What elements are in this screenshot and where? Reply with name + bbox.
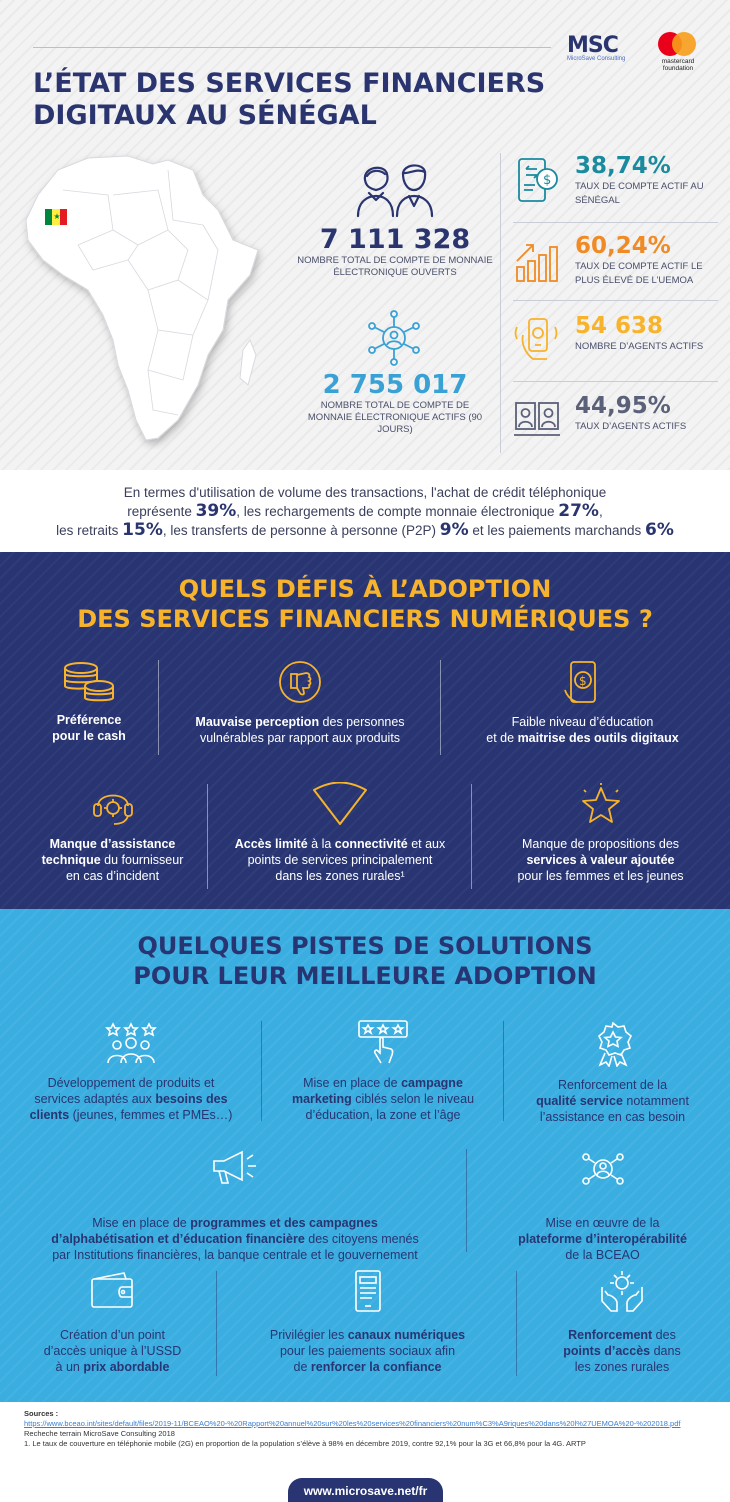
coins-stack-icon (61, 660, 117, 702)
solution-service-quality: Renforcement de la qualité service notamment l’assistance en cas besoin (510, 1021, 715, 1125)
title-line-2: DIGITAUX AU SÉNÉGAL (33, 100, 377, 131)
solution-access-points: Renforcement des points d’accès dans les zones rurales (522, 1269, 722, 1375)
wifi-signal-icon (312, 782, 368, 826)
total-accounts-value: 7 111 328 (319, 224, 471, 255)
column-divider (466, 1149, 467, 1252)
star-icon (578, 782, 624, 826)
stats-divider (500, 153, 501, 453)
column-divider (158, 660, 159, 755)
africa-map (18, 150, 268, 450)
website-link[interactable]: www.microsave.net/fr (288, 1478, 443, 1502)
kpi-label: TAUX DE COMPTE ACTIF LE PLUS ÉLEVÉ DE L’UEMOA (575, 261, 703, 286)
column-divider (471, 784, 472, 889)
kpi-label: TAUX DE COMPTE ACTIF AU SÉNÉGAL (575, 181, 704, 206)
mastercard-foundation-logo: mastercard foundation (654, 32, 702, 82)
kpi-value: 54 638 (575, 313, 664, 339)
mobile-money-icon (513, 155, 561, 203)
active-accounts-value: 2 755 017 (322, 370, 468, 400)
phone-hand-icon (513, 315, 561, 363)
challenge-technical-support: Manque d’assistance technique du fournisseur en cas d’incident (20, 782, 205, 884)
challenge-connectivity: Accès limité à la connectivité et aux points de services principalement dans les zones rurales¹ (215, 782, 465, 884)
challenge-cash-preference: Préférence pour le cash (20, 660, 158, 744)
agents-icon (513, 395, 561, 443)
kpi-active-agents (513, 313, 718, 388)
pct-p2p: 9% (439, 520, 469, 540)
kpi-value: 38,74% (575, 153, 671, 179)
header-divider (33, 47, 551, 48)
sources-footer (0, 1402, 730, 1502)
challenges-title: QUELS DÉFIS À L’ADOPTION DES SERVICES FINANCIERS NUMÉRIQUES ? (77, 575, 653, 633)
kpi-label: NOMBRE D’AGENTS ACTIFS (575, 341, 704, 352)
challenge-low-education: $ Faible niveau d’éducation et de maitrise des outils digitaux (450, 660, 715, 746)
solutions-section (0, 909, 730, 1402)
active-accounts-label: NOMBRE TOTAL DE COMPTE DE MONNAIE ÉLECTRONIQUE ACTIFS (90 JOURS) (307, 400, 483, 435)
summary-section (0, 0, 730, 470)
kpi-value: 60,24% (575, 233, 671, 259)
column-divider (261, 1021, 262, 1121)
msc-logo: MSC MicroSave Consulting (567, 33, 626, 62)
total-accounts-label: NOMBRE TOTAL DE COMPTE DE MONNAIE ÉLECTRONIQUE OUVERTS (297, 255, 493, 278)
wallet-icon (90, 1271, 136, 1309)
sources-label: Sources : (24, 1409, 59, 1418)
support-headset-icon (90, 782, 136, 826)
usage-paragraph: En termes d'utilisation de volume des transactions, l'achat de crédit téléphonique représente 39%, les rechargements de compte monnaie électronique 27%, les retraits 15%, les transferts de personne à personne (P2P) 9% et les paiements marchands 6% (56, 485, 674, 540)
hands-network-icon (599, 1269, 645, 1313)
source-line: Recheche terrain MicroSave Consulting 2018 (24, 1429, 175, 1438)
svg-text:$: $ (578, 674, 587, 688)
growth-chart-icon (513, 235, 561, 283)
column-divider (440, 660, 441, 755)
customers-rating-icon (103, 1021, 159, 1065)
source-link[interactable]: https://www.bceao.int/sites/default/files/2019-11/BCEAO%20-%20Rapport%20annuel%20sur%20les%20services%20financiers%20num%C3%A9riques%20dans%20l%27UEMOA%20-%202018.pdf (24, 1419, 681, 1428)
kpi-divider (513, 300, 718, 301)
award-badge-icon (591, 1021, 635, 1067)
pct-credit: 39% (195, 501, 237, 521)
page-title (33, 68, 553, 132)
svg-text:$: $ (543, 173, 552, 188)
active-accounts-stat (300, 370, 490, 436)
sources-block (24, 1409, 714, 1449)
kpi-value: 44,95% (575, 393, 671, 419)
solution-literacy-programs: Mise en place de programmes et des campagnes d’alphabétisation et d’éducation financière des citoyens menés par Institutions financières, la banque centrale et le gouvernement (15, 1149, 455, 1263)
thumbs-down-icon (278, 660, 322, 704)
mobile-document-icon (352, 1269, 384, 1313)
solution-adapted-products: Développement de produits et services adaptés aux besoins des clients (jeunes, femmes et PMEs…) (15, 1021, 247, 1123)
kpi-divider (513, 222, 718, 223)
solution-interoperability: Mise en œuvre de la plateforme d’interopérabilité de la BCEAO (480, 1149, 725, 1263)
kpi-active-rate-senegal (513, 153, 718, 228)
network-platform-icon (581, 1149, 625, 1189)
solutions-title: QUELQUES PISTES DE SOLUTIONS POUR LEUR MEILLEURE ADOPTION (133, 932, 597, 990)
kpi-divider (513, 381, 718, 382)
solution-digital-channels: Privilégier les canaux numériques pour les paiements sociaux afin de renforcer la confiance (225, 1269, 510, 1375)
network-user-icon (366, 310, 422, 366)
usage-band (0, 470, 730, 552)
challenges-section (0, 552, 730, 909)
solution-ussd-access: Création d’un point d’accès unique à l’USSD à un prix abordable (15, 1271, 210, 1375)
challenge-value-added-services: Manque de propositions des services à valeur ajoutée pour les femmes et les jeunes (478, 782, 723, 884)
kpi-highest-rate-uemoa (513, 233, 718, 308)
challenge-bad-perception: Mauvaise perception des personnes vulnérables par rapport aux produits (165, 660, 435, 746)
pct-recharge: 27% (558, 501, 599, 521)
column-divider (207, 784, 208, 889)
title-line-1: L’ÉTAT DES SERVICES FINANCIERS (33, 68, 546, 99)
megaphone-icon (210, 1149, 260, 1185)
pct-retraits: 15% (122, 520, 163, 540)
total-accounts-stat (295, 224, 495, 279)
phone-dollar-icon (563, 660, 603, 704)
solution-marketing-campaign: Mise en place de campagne marketing ciblés selon le niveau d’éducation, la zone et l’âge (268, 1019, 498, 1123)
kpi-active-agents-rate (513, 393, 718, 468)
kpi-label: TAUX D’AGENTS ACTIFS (575, 421, 687, 432)
rating-click-icon (357, 1019, 409, 1065)
column-divider (516, 1271, 517, 1376)
footnote: 1. Le taux de couverture en téléphonie mobile (2G) en proportion de la population s’élève à 98% en décembre 2019, contre 92,1% pour la 3G et 66,8% pour la 4G. ARTP (24, 1439, 586, 1448)
column-divider (503, 1021, 504, 1121)
pct-marchands: 6% (644, 520, 674, 540)
people-icon (355, 160, 435, 218)
column-divider (216, 1271, 217, 1376)
senegal-flag-icon: ★ (44, 208, 68, 226)
